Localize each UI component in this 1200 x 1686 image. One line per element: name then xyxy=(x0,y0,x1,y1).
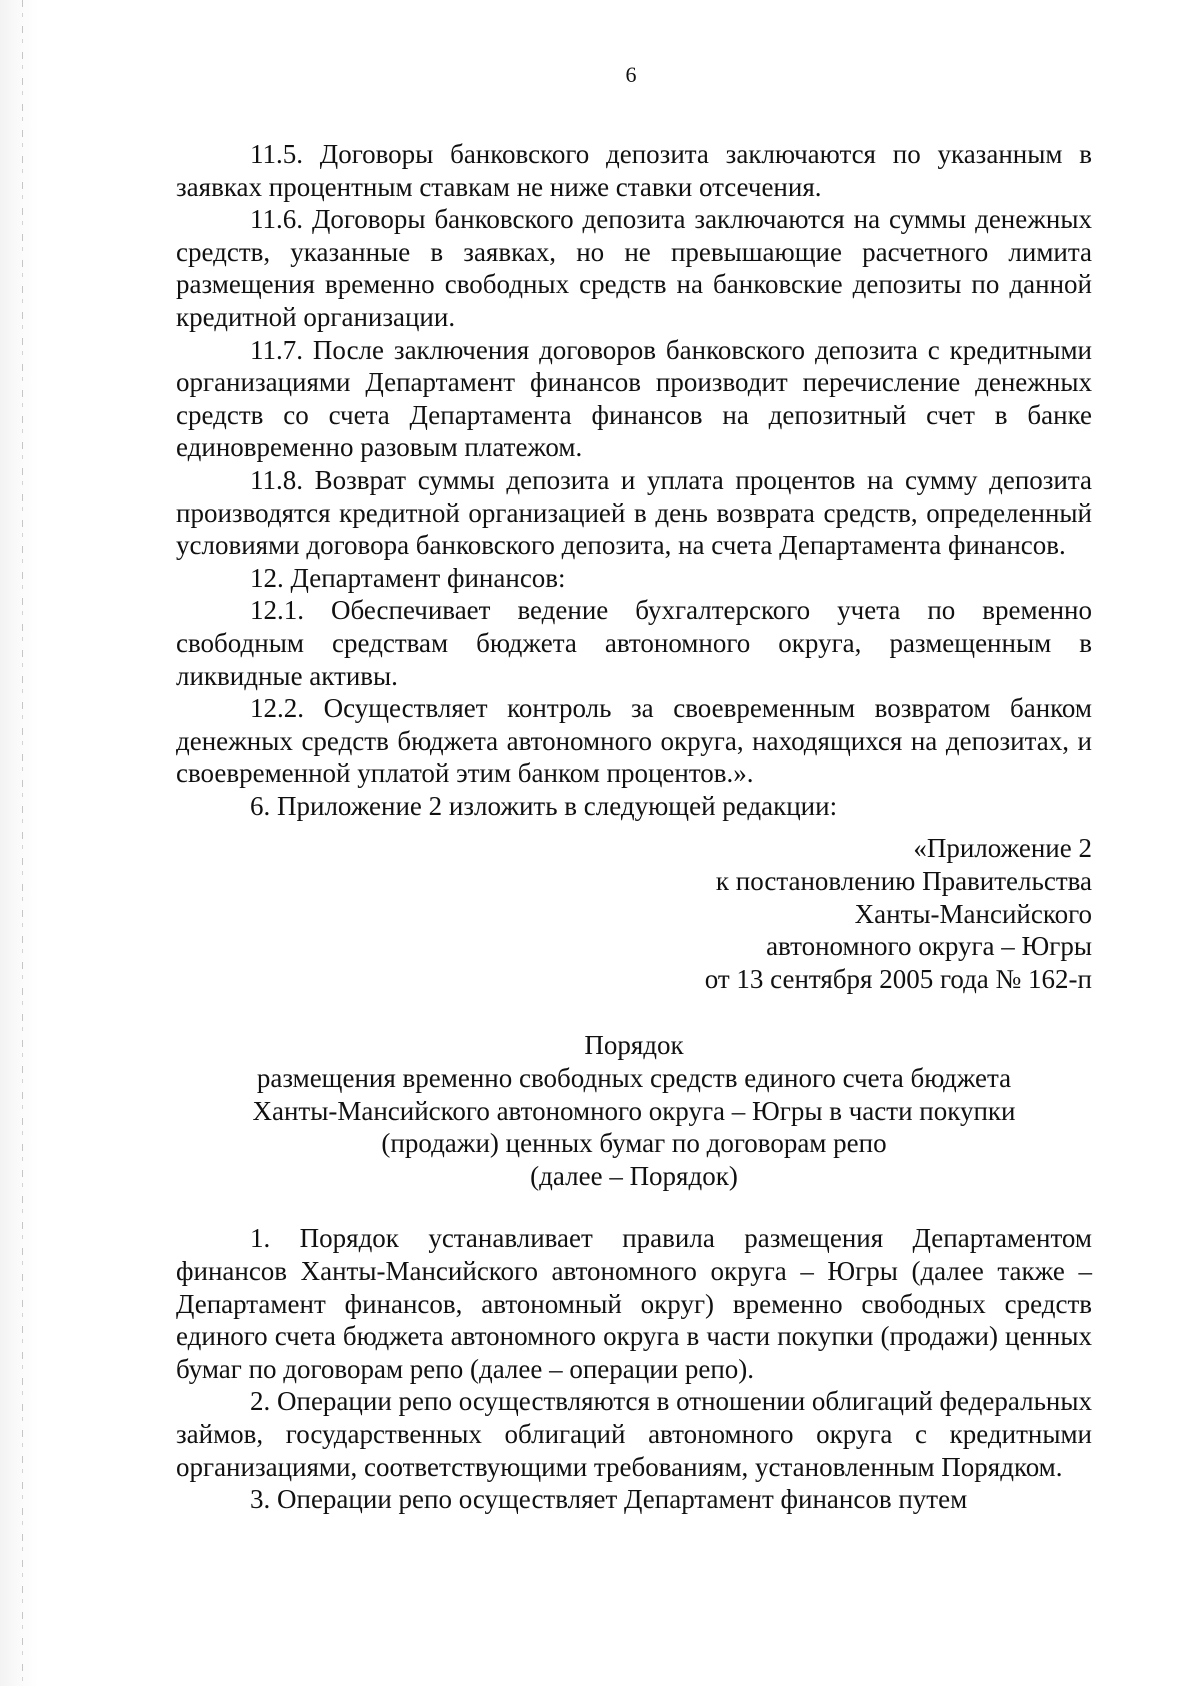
title-line: Ханты-Мансийского автономного округа – Югры в части покупки xyxy=(252,1095,1016,1126)
section-gap xyxy=(176,1192,1092,1222)
appendix-line: к постановлению Правительства xyxy=(715,866,1092,897)
document-body xyxy=(176,138,1092,1516)
paragraph-11-5: 11.5. Договоры банковского депозита заключаются по указанным в заявках процентным ставкам не ниже ставки отсечения. xyxy=(176,139,1092,202)
paragraph-3: 3. Операции репо осуществляет Департамент финансов путем xyxy=(250,1484,968,1515)
paragraph-11-6: 11.6. Договоры банковского депозита заключаются на суммы денежных средств, указанные в заявках, но не превышающие расчетного лимита размещения временно свободных средств на банковские депозиты по данной кредитной организации. xyxy=(176,204,1092,332)
appendix-line: от 13 сентября 2005 года № 162-п xyxy=(704,963,1092,994)
paragraph-11-8: 11.8. Возврат суммы депозита и уплата процентов на сумму депозита производятся кредитной организацией в день возврата средств, определенный условиями договора банковского депозита, на счета Департамента финансов. xyxy=(176,464,1092,561)
paragraph-12-1: 12.1. Обеспечивает ведение бухгалтерского учета по временно свободным средствам бюджета автономного округа, размещенным в ликвидные активы. xyxy=(176,595,1092,691)
title-line: размещения временно свободных средств единого счета бюджета xyxy=(256,1063,1012,1094)
paragraph-1: 1. Порядок устанавливает правила размещения Департаментом финансов Ханты-Мансийского автономного округа – Югры (далее также – Департамент финансов, автономный округ) временно свободных средств единого счета бюджета автономного округа в части покупки (продажи) ценных бумаг по договорам репо (далее – операции репо). xyxy=(176,1223,1092,1384)
appendix-line: «Приложение 2 xyxy=(913,833,1092,864)
paragraph-12: 12. Департамент финансов: xyxy=(250,562,566,593)
title-heading: Порядок xyxy=(584,1030,684,1061)
title-line: (далее – Порядок) xyxy=(530,1160,738,1191)
paragraph-11-7: 11.7. После заключения договоров банковского депозита с кредитными организациями Департамент финансов производит перечисление денежных средств со счета Департамента финансов на депозитный счет в банке единовременно разовым платежом. xyxy=(176,334,1092,463)
paragraph-6-amendment: 6. Приложение 2 изложить в следующей редакции: xyxy=(250,790,838,821)
appendix-header xyxy=(176,832,1092,995)
scan-edge-artifact xyxy=(0,0,38,1686)
document-title-block xyxy=(176,1029,1092,1192)
title-line: (продажи) ценных бумаг по договорам репо xyxy=(381,1128,887,1159)
page-number: 6 xyxy=(625,62,637,87)
appendix-line: Ханты-Мансийского xyxy=(854,898,1092,929)
appendix-line: автономного округа – Югры xyxy=(766,931,1092,962)
paragraph-2: 2. Операции репо осуществляются в отношении облигаций федеральных займов, государственных облигаций автономного округа с кредитными организациями, соответствующими требованиям, установленным Порядком. xyxy=(176,1386,1092,1482)
paragraph-12-2: 12.2. Осуществляет контроль за своевременным возвратом банком денежных средств бюджета автономного округа, находящихся на депозитах, и своевременной уплатой этим банком процентов.». xyxy=(176,693,1092,789)
